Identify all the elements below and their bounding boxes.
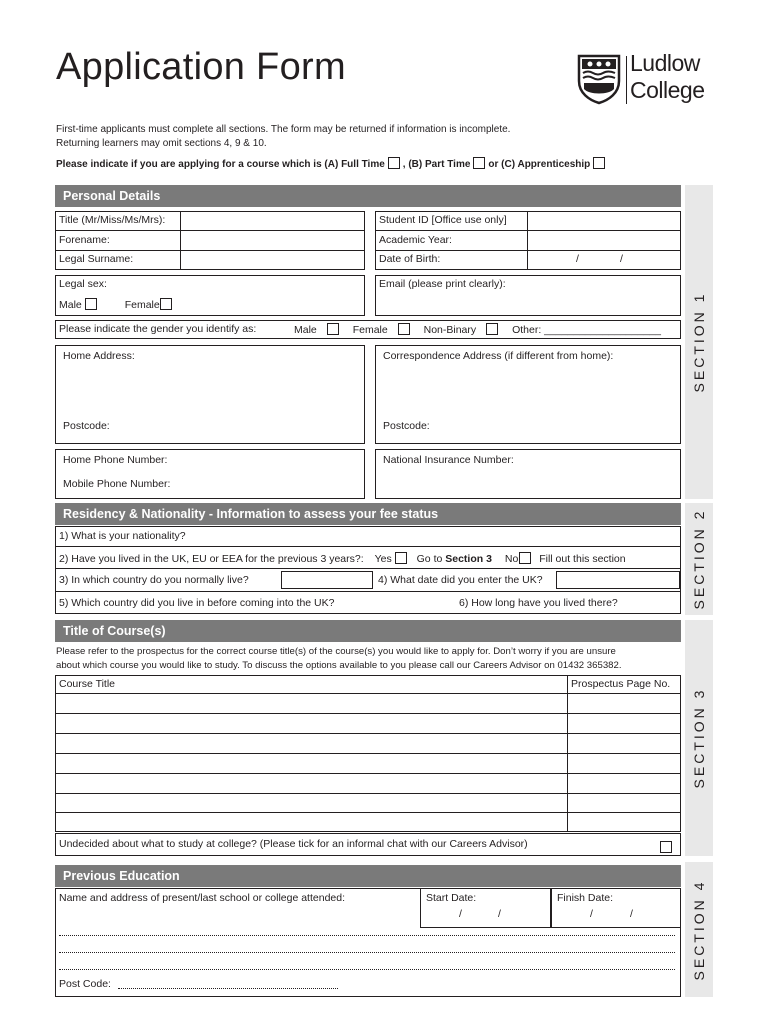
finish-date-slash-2: / — [630, 908, 633, 920]
finish-date-label: Finish Date: — [557, 892, 614, 904]
email-label: Email (please print clearly): — [379, 278, 506, 290]
dob-slash-1: / — [576, 253, 579, 265]
gender-male-label: Male — [294, 324, 317, 336]
home-postcode-label: Postcode: — [63, 420, 110, 432]
course-intro-2: about which course you would like to study. To discuss the options available to you please call our Careers Advisor on 01432 365382. — [56, 660, 622, 671]
course-title-rows[interactable] — [56, 694, 566, 831]
section-2-label: SECTION 2 — [691, 508, 707, 610]
start-date-slash-1: / — [459, 908, 462, 920]
lived-question — [59, 552, 626, 565]
legal-sex-label: Legal sex: — [59, 278, 107, 290]
personal-details-header: Personal Details — [55, 185, 681, 207]
correspondence-address-label: Correspondence Address (if different from home): — [383, 350, 614, 362]
page-title: Application Form — [56, 46, 346, 88]
address-line-3[interactable] — [59, 969, 675, 970]
surname-label: Legal Surname: — [59, 253, 134, 265]
course-title-column: Course Title — [59, 678, 116, 690]
residency-header: Residency & Nationality - Information to assess your fee status — [55, 503, 681, 525]
gender-male-checkbox[interactable] — [327, 323, 339, 335]
lived-no-checkbox[interactable] — [519, 552, 531, 564]
gender-female-checkbox[interactable] — [398, 323, 410, 335]
section-3-tab — [685, 620, 713, 856]
start-date-slash-2: / — [498, 908, 501, 920]
logo-line-1: Ludlow — [630, 50, 700, 76]
gender-nonbinary-label: Non-Binary — [423, 324, 477, 336]
logo-line-2: College — [630, 77, 705, 103]
normal-country-question: 3) In which country do you normally live? — [59, 574, 249, 586]
college-crest-icon — [576, 53, 622, 105]
student-id-field[interactable] — [529, 212, 679, 230]
forename-label: Forename: — [59, 234, 110, 246]
fill-out-label: Fill out this section — [539, 553, 626, 565]
mobile-phone-label: Mobile Phone Number: — [63, 478, 171, 490]
gender-female-label: Female — [352, 324, 388, 336]
gender-options — [294, 323, 661, 336]
section-4-label: SECTION 4 — [691, 879, 707, 980]
course-intro-1: Please refer to the prospectus for the correct course title(s) of the course(s) you would like to apply for. Don’t worry if you are unsure — [56, 646, 616, 657]
legal-sex-female-label: Female — [124, 299, 160, 311]
course-type-question — [56, 157, 608, 170]
legal-sex-options — [59, 298, 175, 311]
section-1-label: SECTION 1 — [691, 291, 707, 393]
part-time-label: , (B) Part Time — [402, 159, 471, 170]
lived-yes-label: Yes — [374, 553, 392, 565]
apprenticeship-checkbox[interactable] — [593, 157, 605, 169]
ni-number-label: National Insurance Number: — [383, 454, 514, 466]
dob-label: Date of Birth: — [379, 253, 441, 265]
gender-other-field[interactable]: Other: ____________________ — [512, 324, 661, 336]
previous-country-question: 5) Which country did you live in before coming into the UK? — [59, 597, 335, 609]
uk-entry-field[interactable] — [556, 571, 680, 589]
duration-question: 6) How long have you lived there? — [459, 597, 618, 609]
section-1-tab — [685, 185, 713, 499]
nationality-question: 1) What is your nationality? — [59, 530, 186, 542]
address-line-2[interactable] — [59, 952, 675, 953]
finish-date-slash-1: / — [590, 908, 593, 920]
legal-sex-male-label: Male — [59, 299, 82, 311]
lived-question-label: 2) Have you lived in the UK, EU or EEA for the previous 3 years?: — [59, 553, 364, 565]
legal-sex-male-checkbox[interactable] — [85, 298, 97, 310]
intro-line-2: Returning learners may omit sections 4, 9 & 10. — [56, 138, 267, 149]
full-time-checkbox[interactable] — [388, 157, 400, 169]
forename-field[interactable] — [182, 231, 364, 249]
home-address-label: Home Address: — [63, 350, 135, 362]
lived-yes-checkbox[interactable] — [395, 552, 407, 564]
course-type-label: Please indicate if you are applying for a course which is (A) Full Time — [56, 159, 385, 170]
section-3-label: SECTION 3 — [691, 687, 707, 789]
part-time-checkbox[interactable] — [473, 157, 485, 169]
school-label: Name and address of present/last school or college attended: — [59, 892, 346, 904]
address-line-1[interactable] — [59, 935, 675, 936]
student-id-label: Student ID [Office use only] — [379, 214, 507, 226]
prospectus-page-rows[interactable] — [568, 694, 680, 831]
gender-nonbinary-checkbox[interactable] — [486, 323, 498, 335]
dob-slash-2: / — [620, 253, 623, 265]
postcode-label: Post Code: — [59, 978, 111, 990]
normal-country-field[interactable] — [281, 571, 373, 589]
academic-year-field[interactable] — [529, 231, 679, 249]
goto-label: Go to — [416, 553, 443, 565]
intro-line-1: First-time applicants must complete all sections. The form may be returned if information is incomplete. — [56, 124, 511, 135]
correspondence-postcode-label: Postcode: — [383, 420, 430, 432]
legal-sex-female-checkbox[interactable] — [160, 298, 172, 310]
postcode-line[interactable] — [118, 988, 338, 989]
college-name — [630, 50, 705, 104]
apprenticeship-label: or (C) Apprenticeship — [488, 159, 591, 170]
section-2-tab — [685, 503, 713, 615]
surname-field[interactable] — [182, 251, 364, 269]
undecided-label: Undecided about what to study at college? (Please tick for an informal chat with our Careers Advisor) — [59, 838, 528, 850]
title-field[interactable] — [182, 212, 364, 230]
home-phone-label: Home Phone Number: — [63, 454, 168, 466]
gender-question: Please indicate the gender you identify as: — [59, 323, 257, 335]
course-title-header: Title of Course(s) — [55, 620, 681, 642]
previous-education-header: Previous Education — [55, 865, 681, 887]
academic-year-label: Academic Year: — [379, 234, 452, 246]
start-date-label: Start Date: — [426, 892, 477, 904]
title-label: Title (Mr/Miss/Ms/Mrs): — [59, 214, 166, 226]
uk-entry-question: 4) What date did you enter the UK? — [378, 574, 543, 586]
undecided-checkbox[interactable] — [660, 841, 672, 853]
logo-divider — [626, 56, 627, 104]
section-4-tab — [685, 862, 713, 997]
goto-section-3: Section 3 — [445, 553, 492, 565]
lived-no-label: No — [504, 553, 519, 565]
prospectus-page-column: Prospectus Page No. — [571, 678, 671, 690]
